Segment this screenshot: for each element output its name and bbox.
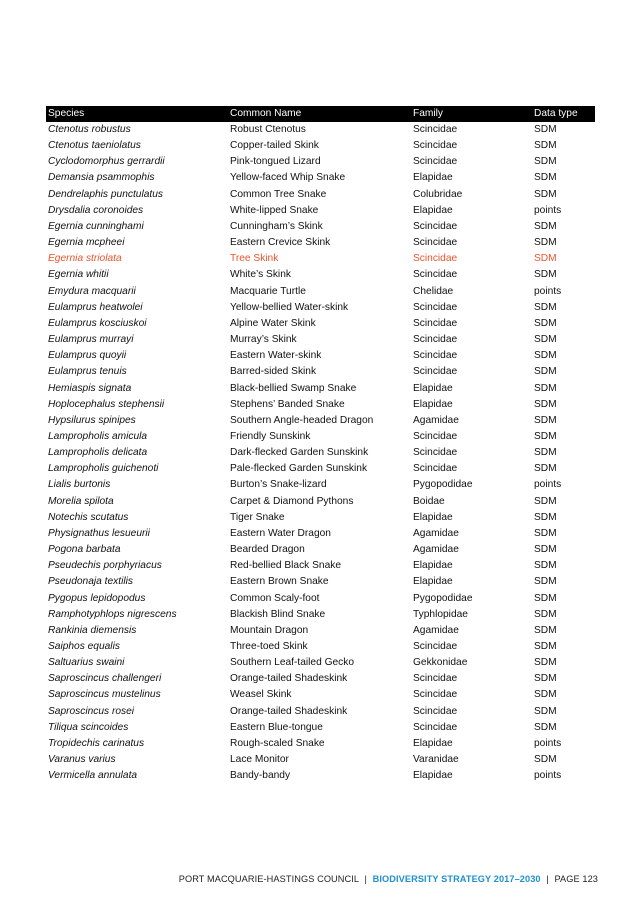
common-name-cell: Three-toed Skink: [230, 641, 308, 652]
data-type-cell: points: [534, 479, 562, 491]
common-name-cell: Burton’s Snake-lizard: [230, 479, 327, 491]
family-cell: Colubridae: [413, 188, 463, 200]
common-name-cell: Tree Skink: [230, 253, 279, 265]
table-row: [46, 397, 595, 413]
family-cell: Scincidae: [413, 463, 458, 475]
data-type-cell: SDM: [534, 237, 557, 249]
common-name-cell: Cunningham’s Skink: [230, 220, 323, 232]
common-name-cell: Eastern Crevice Skink: [230, 237, 331, 249]
common-name-cell: Eastern Brown Snake: [230, 576, 329, 588]
species-cell: Lampropholis delicata: [48, 447, 148, 459]
table-row: [46, 284, 595, 300]
table-row: [46, 170, 595, 186]
family-cell: Scincidae: [413, 721, 458, 733]
common-name-cell: Rough-scaled Snake: [230, 737, 325, 749]
common-name-cell: White-lipped Snake: [230, 204, 319, 216]
table-row: [46, 623, 595, 639]
common-name-cell: Stephens’ Banded Snake: [230, 398, 345, 410]
species-table: [46, 106, 595, 784]
family-cell: Elapidae: [413, 511, 453, 523]
table-row: [46, 138, 595, 154]
table-row: [46, 494, 595, 510]
table-row: [46, 558, 595, 574]
data-type-cell: SDM: [534, 641, 557, 652]
header-common-name: Common Name: [228, 106, 411, 122]
table-row: [46, 736, 595, 752]
table-row: [46, 122, 595, 138]
family-cell: Elapidae: [413, 172, 453, 184]
common-name-cell: Murray’s Skink: [230, 334, 297, 346]
data-type-cell: SDM: [534, 608, 557, 620]
table-row: [46, 300, 595, 316]
family-cell: Varanidae: [413, 754, 459, 766]
family-cell: Scincidae: [413, 673, 458, 685]
table-body: [46, 122, 595, 784]
species-cell: Tropidechis carinatus: [48, 737, 145, 749]
data-type-cell: SDM: [534, 592, 557, 604]
table-row: [46, 381, 595, 397]
species-cell: Hypsilurus spinipes: [48, 414, 136, 426]
data-type-cell: SDM: [534, 527, 557, 539]
table-row: [46, 461, 595, 477]
table-row: [46, 154, 595, 170]
family-cell: Scincidae: [413, 269, 458, 281]
table-row: [46, 445, 595, 461]
species-cell: Emydura macquarii: [48, 285, 136, 297]
table-row: [46, 607, 595, 623]
common-name-cell: Pink-tongued Lizard: [230, 156, 321, 168]
common-name-cell: Lace Monitor: [230, 754, 289, 766]
family-cell: Scincidae: [413, 447, 458, 459]
species-cell: Tiliqua scincoides: [48, 721, 129, 733]
table-row: [46, 429, 595, 445]
data-type-cell: SDM: [534, 705, 557, 717]
species-cell: Saltuarius swaini: [48, 657, 125, 669]
data-type-cell: SDM: [534, 624, 557, 636]
data-type-cell: SDM: [534, 673, 557, 685]
data-type-cell: SDM: [534, 414, 557, 426]
family-cell: Scincidae: [413, 689, 458, 701]
family-cell: Scincidae: [413, 140, 458, 152]
family-cell: Scincidae: [413, 317, 458, 329]
common-name-cell: Common Scaly-foot: [230, 592, 320, 604]
data-type-cell: SDM: [534, 334, 557, 346]
common-name-cell: Pale-flecked Garden Sunskink: [230, 463, 368, 475]
footer-separator: |: [546, 874, 549, 884]
species-cell: Pygopus lepidopodus: [48, 592, 146, 604]
family-cell: Scincidae: [413, 350, 458, 362]
footer-strategy-title: BIODIVERSITY STRATEGY 2017–2030: [372, 874, 541, 884]
footer-council: PORT MACQUARIE-HASTINGS COUNCIL: [178, 874, 359, 884]
family-cell: Scincidae: [413, 430, 458, 442]
species-cell: Ramphotyphlops nigrescens: [48, 608, 177, 620]
common-name-cell: Bearded Dragon: [230, 544, 305, 556]
data-type-cell: SDM: [534, 430, 557, 442]
species-cell: Ctenotus taeniolatus: [48, 140, 141, 152]
table-row: [46, 542, 595, 558]
data-type-cell: SDM: [534, 511, 557, 523]
header-species: Species: [46, 106, 228, 122]
species-cell: Ctenotus robustus: [48, 124, 131, 135]
header-family: Family: [411, 106, 532, 122]
species-cell: Saproscincus mustelinus: [48, 689, 161, 701]
species-cell: Morelia spilota: [48, 495, 114, 507]
family-cell: Elapidae: [413, 770, 453, 782]
family-cell: Scincidae: [413, 301, 458, 313]
common-name-cell: White’s Skink: [230, 269, 291, 281]
table-row: [46, 316, 595, 332]
data-type-cell: SDM: [534, 253, 557, 265]
common-name-cell: Alpine Water Skink: [230, 317, 316, 329]
table-row: [46, 655, 595, 671]
header-data-type: Data type: [532, 106, 595, 122]
family-cell: Elapidae: [413, 398, 453, 410]
family-cell: Scincidae: [413, 124, 458, 135]
family-cell: Pygopodidae: [413, 592, 473, 604]
family-cell: Pygopodidae: [413, 479, 473, 491]
species-cell: Lampropholis guichenoti: [48, 463, 159, 475]
data-type-cell: SDM: [534, 140, 557, 152]
table-row: [46, 720, 595, 736]
data-type-cell: SDM: [534, 560, 557, 572]
family-cell: Gekkonidae: [413, 657, 468, 669]
species-cell: Egernia whitii: [48, 269, 109, 281]
table-row: [46, 413, 595, 429]
common-name-cell: Dark-flecked Garden Sunskink: [230, 447, 369, 459]
table-row: [46, 477, 595, 493]
data-type-cell: SDM: [534, 350, 557, 362]
common-name-cell: Bandy-bandy: [230, 770, 291, 782]
data-type-cell: points: [534, 737, 562, 749]
species-cell: Eulamprus kosciuskoi: [48, 317, 147, 329]
species-cell: Egernia cunninghami: [48, 220, 144, 232]
species-cell: Egernia striolata: [48, 253, 122, 265]
species-cell: Physignathus lesueurii: [48, 527, 150, 539]
data-type-cell: SDM: [534, 657, 557, 669]
data-type-cell: points: [534, 204, 562, 216]
family-cell: Scincidae: [413, 237, 458, 249]
common-name-cell: Yellow-faced Whip Snake: [230, 172, 346, 184]
table-row: [46, 671, 595, 687]
species-cell: Drysdalia coronoides: [48, 204, 144, 216]
data-type-cell: SDM: [534, 463, 557, 475]
family-cell: Boidae: [413, 495, 445, 507]
data-type-cell: SDM: [534, 188, 557, 200]
species-cell: Pogona barbata: [48, 544, 121, 556]
family-cell: Scincidae: [413, 220, 458, 232]
table-row: [46, 267, 595, 283]
common-name-cell: Yellow-bellied Water-skink: [230, 301, 349, 313]
species-cell: Saiphos equalis: [48, 641, 120, 652]
data-type-cell: SDM: [534, 576, 557, 588]
table-row: [46, 510, 595, 526]
common-name-cell: Eastern Water-skink: [230, 350, 322, 362]
data-type-cell: SDM: [534, 317, 557, 329]
table-row: [46, 251, 595, 267]
data-type-cell: SDM: [534, 220, 557, 232]
species-cell: Pseudechis porphyriacus: [48, 560, 162, 572]
table-row: [46, 704, 595, 720]
species-cell: Eulamprus heatwolei: [48, 301, 143, 313]
family-cell: Elapidae: [413, 576, 453, 588]
common-name-cell: Macquarie Turtle: [230, 285, 306, 297]
common-name-cell: Robust Ctenotus: [230, 124, 306, 135]
table-row: [46, 332, 595, 348]
data-type-cell: SDM: [534, 754, 557, 766]
table-header: [46, 106, 595, 122]
species-cell: Egernia mcpheei: [48, 237, 125, 249]
species-cell: Saproscincus rosei: [48, 705, 135, 717]
common-name-cell: Carpet & Diamond Pythons: [230, 495, 354, 507]
family-cell: Elapidae: [413, 382, 453, 394]
common-name-cell: Weasel Skink: [230, 689, 292, 701]
data-type-cell: SDM: [534, 495, 557, 507]
species-cell: Hemiaspis signata: [48, 382, 132, 394]
page-footer: [179, 874, 598, 884]
table-row: [46, 574, 595, 590]
header-row: [46, 106, 595, 122]
data-type-cell: SDM: [534, 721, 557, 733]
common-name-cell: Mountain Dragon: [230, 624, 309, 636]
species-cell: Pseudonaja textilis: [48, 576, 133, 588]
data-type-cell: SDM: [534, 689, 557, 701]
species-cell: Eulamprus tenuis: [48, 366, 127, 378]
family-cell: Agamidae: [413, 414, 459, 426]
species-cell: Varanus varius: [48, 754, 116, 766]
common-name-cell: Barred-sided Skink: [230, 366, 317, 378]
family-cell: Agamidae: [413, 527, 459, 539]
species-cell: Hoplocephalus stephensii: [48, 398, 165, 410]
table-row: [46, 687, 595, 703]
species-cell: Vermicella annulata: [48, 770, 138, 782]
species-cell: Dendrelaphis punctulatus: [48, 188, 163, 200]
data-type-cell: SDM: [534, 156, 557, 168]
family-cell: Elapidae: [413, 737, 453, 749]
table-row: [46, 591, 595, 607]
species-cell: Eulamprus murrayi: [48, 334, 134, 346]
common-name-cell: Friendly Sunskink: [230, 430, 311, 442]
family-cell: Scincidae: [413, 334, 458, 346]
data-type-cell: SDM: [534, 382, 557, 394]
family-cell: Scincidae: [413, 156, 458, 168]
table-row: [46, 187, 595, 203]
table-row: [46, 348, 595, 364]
family-cell: Elapidae: [413, 560, 453, 572]
family-cell: Typhlopidae: [413, 608, 468, 620]
family-cell: Scincidae: [413, 641, 458, 652]
family-cell: Chelidae: [413, 285, 454, 297]
data-type-cell: SDM: [534, 172, 557, 184]
common-name-cell: Tiger Snake: [230, 511, 285, 523]
footer-separator: |: [364, 874, 367, 884]
common-name-cell: Black-bellied Swamp Snake: [230, 382, 357, 394]
family-cell: Elapidae: [413, 204, 453, 216]
species-cell: Cyclodomorphus gerrardii: [48, 156, 165, 168]
species-cell: Lialis burtonis: [48, 479, 111, 491]
family-cell: Scincidae: [413, 705, 458, 717]
species-cell: Rankinia diemensis: [48, 624, 137, 636]
common-name-cell: Red-bellied Black Snake: [230, 560, 341, 572]
data-type-cell: SDM: [534, 544, 557, 556]
data-type-cell: SDM: [534, 447, 557, 459]
common-name-cell: Eastern Blue-tongue: [230, 721, 323, 733]
table-row: [46, 526, 595, 542]
common-name-cell: Common Tree Snake: [230, 188, 327, 200]
species-cell: Lampropholis amicula: [48, 430, 148, 442]
species-cell: Demansia psammophis: [48, 172, 155, 184]
data-type-cell: SDM: [534, 269, 557, 281]
common-name-cell: Southern Angle-headed Dragon: [230, 414, 374, 426]
data-type-cell: SDM: [534, 301, 557, 313]
family-cell: Scincidae: [413, 253, 458, 265]
data-type-cell: SDM: [534, 366, 557, 378]
species-cell: Notechis scutatus: [48, 511, 129, 523]
common-name-cell: Blackish Blind Snake: [230, 608, 326, 620]
table-row: [46, 752, 595, 768]
common-name-cell: Orange-tailed Shadeskink: [230, 705, 348, 717]
table-row: [46, 219, 595, 235]
data-type-cell: points: [534, 770, 562, 782]
common-name-cell: Southern Leaf-tailed Gecko: [230, 657, 355, 669]
table-row: [46, 364, 595, 380]
table-row: [46, 203, 595, 219]
table-row: [46, 768, 595, 784]
family-cell: Scincidae: [413, 366, 458, 378]
common-name-cell: Copper-tailed Skink: [230, 140, 319, 152]
family-cell: Agamidae: [413, 624, 459, 636]
table-row: [46, 235, 595, 251]
family-cell: Agamidae: [413, 544, 459, 556]
data-type-cell: SDM: [534, 124, 557, 135]
footer-page-number: PAGE 123: [554, 874, 598, 884]
table-row: [46, 639, 595, 655]
common-name-cell: Eastern Water Dragon: [230, 527, 331, 539]
species-cell: Eulamprus quoyii: [48, 350, 127, 362]
common-name-cell: Orange-tailed Shadeskink: [230, 673, 348, 685]
data-type-cell: SDM: [534, 398, 557, 410]
species-cell: Saproscincus challengeri: [48, 673, 162, 685]
data-type-cell: points: [534, 285, 562, 297]
